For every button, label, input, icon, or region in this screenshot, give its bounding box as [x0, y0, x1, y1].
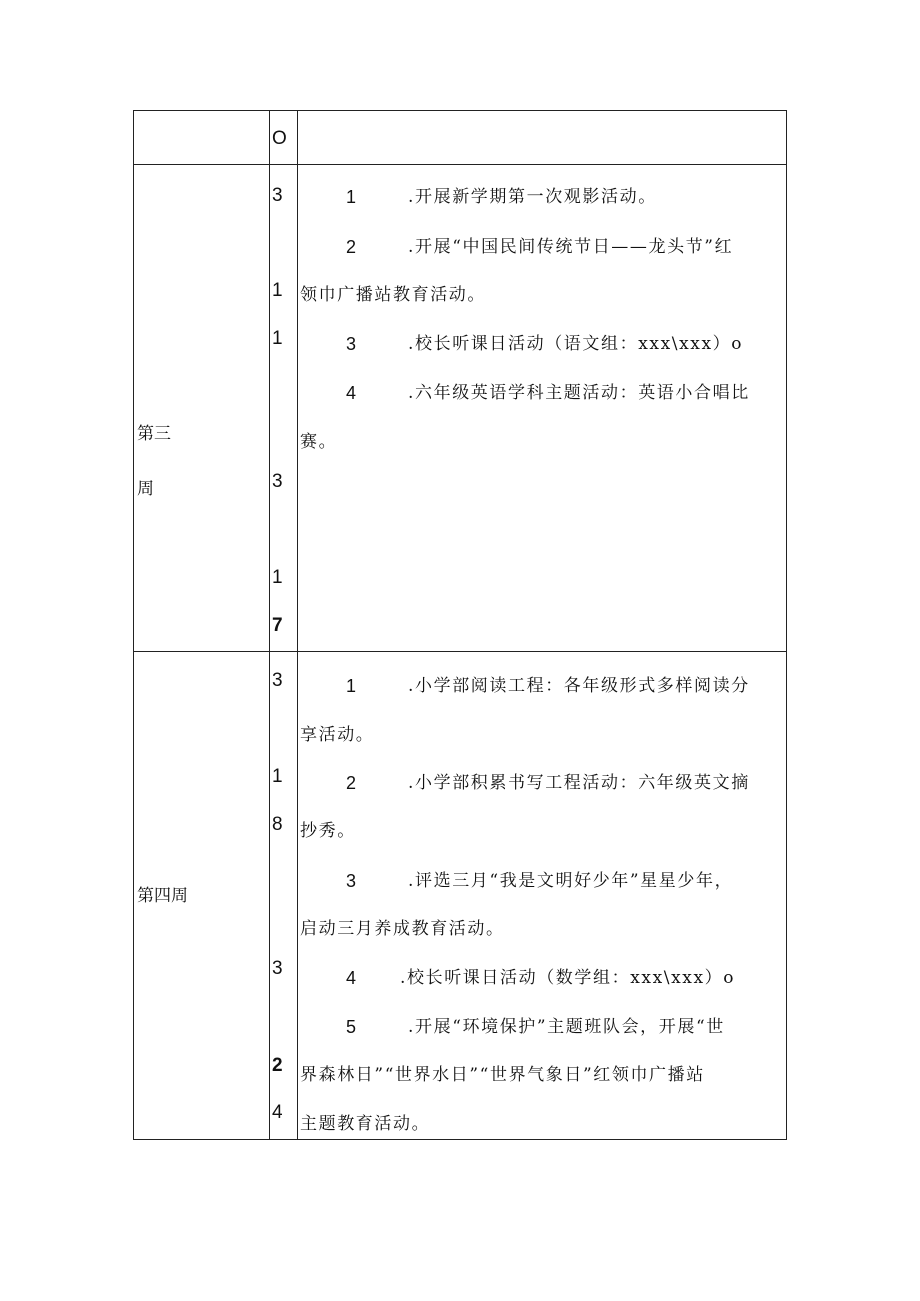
week4-date-digit: 4	[272, 1102, 283, 1123]
item-text: .开展“中国民间传统节日——龙头节”红	[408, 237, 734, 257]
item-text: .开展“环境保护”主题班队会，开展“世	[408, 1017, 725, 1037]
item-number: 4	[346, 968, 357, 988]
item-text: .开展新学期第一次观影活动。	[408, 187, 657, 207]
item-text: .校长听课日活动（语文组：xxx\xxx）o	[408, 334, 744, 354]
item-text: .校长听课日活动（数学组：xxx\xxx）o	[400, 968, 736, 988]
item-text: 启动三月养成教育活动。	[300, 919, 505, 939]
item-text: .评选三月“我是文明好少年”星星少年，	[408, 871, 734, 891]
item-text: .六年级英语学科主题活动：英语小合唱比	[408, 383, 750, 403]
item-text: .小学部阅读工程：各年级形式多样阅读分	[408, 676, 750, 696]
table-row-continuation	[134, 111, 786, 165]
week3-date-digit: 3	[272, 185, 283, 206]
item-number: 3	[346, 334, 357, 354]
table-row-week4	[134, 652, 786, 1139]
item-text: 领巾广播站教育活动。	[300, 285, 486, 305]
week3-label-line2: 周	[137, 479, 154, 499]
item-text: .小学部积累书写工程活动：六年级英文摘	[408, 773, 750, 793]
item-text: 赛。	[300, 432, 338, 452]
week3-date-digit: 1	[272, 328, 283, 349]
item-number: 3	[346, 871, 357, 891]
item-number: 1	[346, 676, 357, 696]
table-row-week3	[134, 165, 786, 652]
item-text: 界森林日”“世界水日”“世界气象日”红领巾广播站	[300, 1065, 705, 1085]
week3-label-line1: 第三	[137, 424, 171, 444]
week3-date-digit: 1	[272, 567, 283, 588]
week4-date-digit: 1	[272, 766, 283, 787]
item-text: 主题教育活动。	[300, 1114, 431, 1134]
week3-date-digit: 1	[272, 280, 283, 301]
week4-date-digit: 3	[272, 958, 283, 979]
week4-date-digit: 8	[272, 814, 283, 835]
item-number: 2	[346, 237, 357, 257]
week4-date-digit: 3	[272, 670, 283, 691]
week3-date-digit: 3	[272, 471, 283, 492]
item-number: 5	[346, 1017, 357, 1037]
week4-date-digit: 2	[272, 1055, 283, 1076]
item-number: 4	[346, 383, 357, 403]
schedule-table	[133, 110, 787, 1140]
week3-date-digit: 7	[272, 615, 283, 636]
week4-label: 第四周	[137, 886, 188, 906]
date-fragment: O	[272, 128, 287, 149]
item-text: 享活动。	[300, 725, 375, 745]
item-number: 2	[346, 773, 357, 793]
item-text: 抄秀。	[300, 821, 356, 841]
item-number: 1	[346, 187, 357, 207]
